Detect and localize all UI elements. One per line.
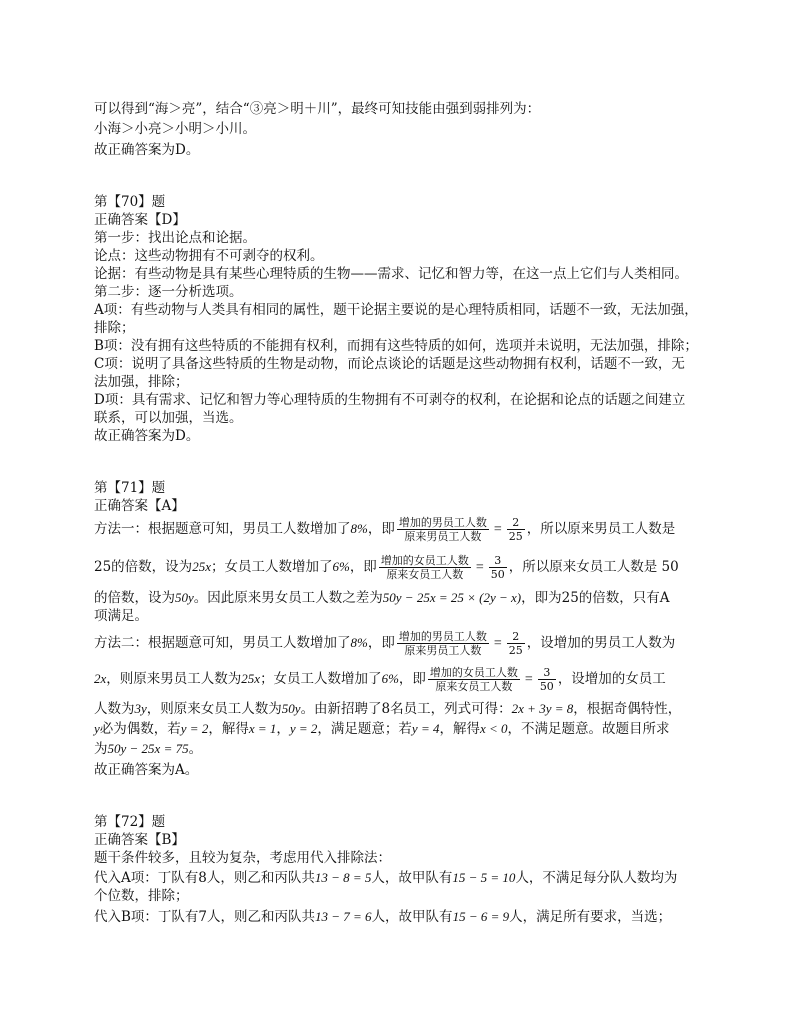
q70-line: 论据：有些动物是具有某些心理特质的生物——需求、记忆和智力等，在这一点上它们与人类相同。 xyxy=(94,266,688,282)
math-6pct: 6% xyxy=(332,559,350,574)
text: 人，满足所有要求，当选； xyxy=(509,909,672,925)
fraction-male-ratio xyxy=(397,516,489,543)
q70-line: 论点：这些动物拥有不可剥夺的权利。 xyxy=(94,248,324,264)
math-6pct: 6% xyxy=(381,671,399,686)
math-25x: 25x xyxy=(192,559,211,574)
text: 人数为 xyxy=(94,701,135,717)
fraction-denominator: 50 xyxy=(539,680,554,693)
fraction-female-ratio xyxy=(379,554,471,581)
q71-m1-line-4: 项满足。 xyxy=(94,608,148,624)
fraction-2-25 xyxy=(507,516,525,543)
text: ，设增加的男员工人数为 xyxy=(526,635,676,651)
math-x-lt-0: x < 0 xyxy=(479,721,508,736)
text: 25的倍数，设为 xyxy=(94,559,193,575)
math-25x: 25x xyxy=(241,671,261,686)
math-8pct: 8% xyxy=(350,521,368,536)
math-y-eq-2: y = 2 xyxy=(289,721,318,736)
equals-sign: = xyxy=(475,560,484,575)
q71-m1-line-3 xyxy=(94,589,670,607)
text: 人，故甲队有 xyxy=(371,870,453,886)
fraction-2-25 xyxy=(507,630,525,657)
text: 。因此原来男女员工人数之差为 xyxy=(193,590,383,606)
text: ；女员工人数增加了 xyxy=(260,671,382,687)
text: ，解得 xyxy=(208,721,249,737)
fraction-male-ratio xyxy=(397,630,489,657)
fraction-denominator: 原来女员工人数 xyxy=(428,679,520,693)
math-50y: 50y xyxy=(175,590,194,605)
math-y: y xyxy=(94,721,100,736)
text: 。由新招聘了8名员工，列式可得： xyxy=(300,701,512,717)
math-13-7: 13 − 7 = 6 xyxy=(315,909,372,924)
intro-line-2: 小海＞小亮＞小明＞小川。 xyxy=(94,121,256,137)
q70-line: 排除； xyxy=(94,320,135,336)
math-difference: 50y − 25x = 25 × (2y − x) xyxy=(382,590,522,605)
text: ，不满足题意。故题目所求 xyxy=(507,721,670,737)
text: 代入A项：丁队有8人，则乙和丙队共 xyxy=(94,870,315,886)
text: 为 xyxy=(94,741,108,757)
fraction-denominator: 原来男员工人数 xyxy=(397,643,489,657)
q71-m2-line-2 xyxy=(94,664,666,695)
text: ，所以原来女员工人数是 50 xyxy=(508,559,679,575)
text: 人，不满足每分队人数均为 xyxy=(515,870,678,886)
fraction-numerator: 增加的女员工人数 xyxy=(429,666,518,679)
text: ， xyxy=(276,721,290,737)
text: ，即 xyxy=(367,635,395,651)
fraction-numerator: 2 xyxy=(512,630,520,643)
text: 代入B项：丁队有7人，则乙和丙队共 xyxy=(94,909,316,925)
math-y-eq-4: y = 4 xyxy=(411,721,440,736)
fraction-numerator: 2 xyxy=(512,516,520,529)
q71-m1-line-2 xyxy=(94,552,679,583)
q70-line: 故正确答案为D。 xyxy=(94,428,200,444)
q71-m2-line-5 xyxy=(94,740,202,758)
text: ，解得 xyxy=(439,721,480,737)
fraction-denominator: 25 xyxy=(508,530,523,543)
q70-line: D项：具有需求、记忆和智力等心理特质的生物拥有不可剥夺的权利，在论据和论点的话题之间建立 xyxy=(94,392,686,408)
fraction-denominator: 原来女员工人数 xyxy=(379,567,471,581)
fraction-numerator: 增加的女员工人数 xyxy=(380,554,469,567)
q72-option-b-line-1 xyxy=(94,908,671,926)
math-15-6: 15 − 6 = 9 xyxy=(452,909,510,924)
text: ，设增加的女员工 xyxy=(557,671,666,687)
q70-title: 第【70】题 xyxy=(94,194,166,210)
text: 方法二：根据题意可知，男员工人数增加了 xyxy=(94,635,351,651)
math-15-5: 15 − 5 = 10 xyxy=(452,870,516,885)
text: 人，故甲队有 xyxy=(371,909,453,925)
fraction-3-50 xyxy=(538,666,556,693)
math-3y: 3y xyxy=(134,701,147,716)
q71-title: 第【71】题 xyxy=(94,480,166,496)
intro-conclusion: 故正确答案为D。 xyxy=(94,142,200,158)
text: ，根据奇偶特性， xyxy=(573,701,682,717)
fraction-numerator: 3 xyxy=(543,666,551,679)
math-8pct: 8% xyxy=(350,635,368,650)
intro-line-1: 可以得到“海＞亮”，结合“③亮＞明＋川”，最终可知技能由强到弱排列为： xyxy=(94,101,541,117)
math-2x: 2x xyxy=(94,671,107,686)
text: 的倍数，设为 xyxy=(94,590,175,606)
fraction-numerator: 增加的男员工人数 xyxy=(398,516,487,529)
text: ，即为25的倍数，只有A xyxy=(521,590,670,606)
fraction-3-50 xyxy=(489,554,507,581)
fraction-denominator: 25 xyxy=(508,644,523,657)
text: ，所以原来男员工人数是 xyxy=(526,521,676,537)
q71-m2-line-1 xyxy=(94,628,675,659)
q71-m2-line-3 xyxy=(94,700,681,718)
text: ；女员工人数增加了 xyxy=(210,559,333,575)
q70-line: 第一步：找出论点和论据。 xyxy=(94,230,256,246)
q70-line: A项：有些动物与人类具有相同的属性，题干论据主要说的是心理特质相同，话题不一致，无法加强， xyxy=(94,302,698,318)
text: 。 xyxy=(188,741,203,757)
q72-title: 第【72】题 xyxy=(94,814,166,830)
math-y-eq-2: y = 2 xyxy=(180,721,209,736)
math-x-eq-1: x = 1 xyxy=(248,721,277,736)
text: ，满足题意；若 xyxy=(317,721,412,737)
equals-sign: = xyxy=(493,522,502,537)
text: 方法一：根据题意可知，男员工人数增加了 xyxy=(94,521,351,537)
fraction-female-ratio xyxy=(428,666,520,693)
q72-option-a-line-2: 个位数，排除； xyxy=(94,888,189,904)
fraction-denominator: 原来男员工人数 xyxy=(397,529,489,543)
equals-sign: = xyxy=(524,672,533,687)
q72-answer: 正确答案【B】 xyxy=(94,832,185,848)
text: ，则原来男员工人数为 xyxy=(106,671,242,687)
q70-line: 联系，可以加强，当选。 xyxy=(94,410,243,426)
q70-answer: 正确答案【D】 xyxy=(94,212,186,228)
text: 必为偶数，若 xyxy=(99,721,181,737)
q71-answer: 正确答案【A】 xyxy=(94,498,185,514)
q71-m2-line-4 xyxy=(94,720,670,738)
text: ，即 xyxy=(349,559,377,575)
fraction-numerator: 3 xyxy=(494,554,502,567)
q71-conclusion: 故正确答案为A。 xyxy=(94,762,199,778)
math-13-8: 13 − 8 = 5 xyxy=(314,870,372,885)
text: ，即 xyxy=(367,521,395,537)
q70-line: B项：没有拥有这些特质的不能拥有权利，而拥有这些特质的如何，选项并未说明，无法加强，排除； xyxy=(94,338,698,354)
q72-option-a-line-1 xyxy=(94,869,677,887)
text: ，即 xyxy=(398,671,426,687)
q72-line-1: 题干条件较多，且较为复杂，考虑用代入排除法： xyxy=(94,850,391,866)
math-result: 50y − 25x = 75 xyxy=(107,741,189,756)
fraction-denominator: 50 xyxy=(490,568,505,581)
q71-m1-line-1 xyxy=(94,514,675,545)
fraction-numerator: 增加的男员工人数 xyxy=(398,630,487,643)
math-50y: 50y xyxy=(281,701,301,716)
math-equation: 2x + 3y = 8 xyxy=(511,701,574,716)
q70-line: 法加强，排除； xyxy=(94,374,189,390)
q70-line: C项：说明了具备这些特质的生物是动物，而论点谈论的话题是这些动物拥有权利，话题不一致，无 xyxy=(94,356,685,372)
text: ，则原来女员工人数为 xyxy=(146,701,282,717)
q70-line: 第二步：逐一分析选项。 xyxy=(94,284,243,300)
equals-sign: = xyxy=(493,636,502,651)
